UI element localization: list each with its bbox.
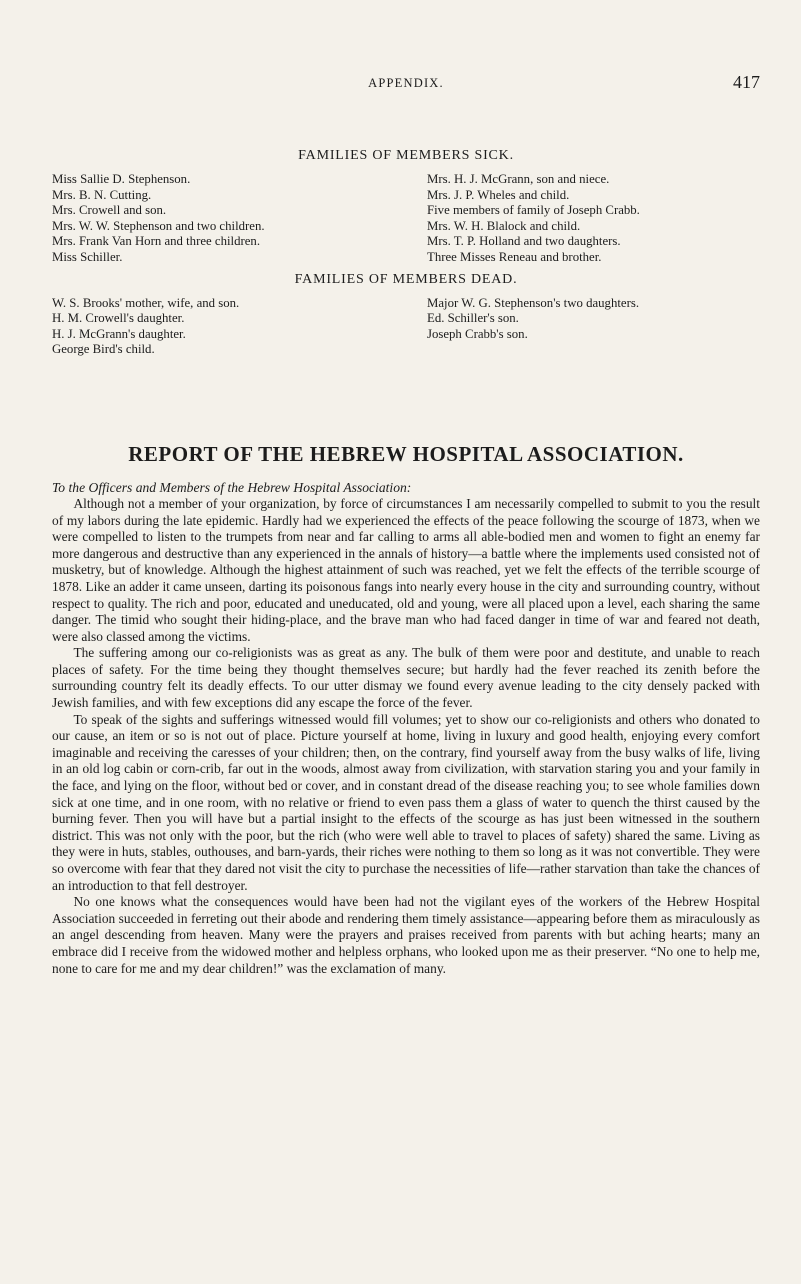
sick-list-right-column [415,172,760,266]
paragraph: The suffering among our co-religionists was as great as any. The bulk of them were poor and destitute, and unable to reach places of safety. For the time being they thought themselves secure; but hardly had the fever reached its zenith before the surrounding country felt its deadly effects. To our utter dismay we found every avenue leading to the city densely packed with Jewish families, and with few exceptions did any escape the force of the fever. [52,645,760,711]
list-item: H. J. McGrann's daughter. [52,326,186,341]
report-title: REPORT OF THE HEBREW HOSPITAL ASSOCIATION. [128,441,684,466]
dead-list-left-column [52,296,397,358]
list-item: H. M. Crowell's daughter. [52,311,185,326]
dead-list-right-column [415,296,760,358]
list-item: Three Misses Reneau and brother. [427,249,602,264]
list-item: Miss Sallie D. Stephenson. [52,172,191,186]
list-item: Joseph Crabb's son. [427,326,528,341]
report-body [52,496,760,977]
list-item: Mrs. H. J. McGrann, son and niece. [427,172,610,186]
dead-section-heading: FAMILIES OF MEMBERS DEAD. [294,271,518,287]
list-item: Mrs. J. P. Wheles and child. [427,187,570,202]
paragraph: No one knows what the consequences would have been had not the vigilant eyes of the workers of the Hebrew Hospital Association succeeded in ferreting out their abode and rendering them timely assistance—appearing before them as miraculously as an angel descending from heaven. Many were the prayers and praises received from parents with but aching hearts; many an embrace did I receive from the widowed mother and helpless orphans, who looked upon me as their preserver. “No one to help me, none to care for me and my dear children!” was the exclamation of many. [52,894,760,976]
sick-list-left-column [52,172,397,266]
list-item: George Bird's child. [52,342,155,357]
running-head-title: APPENDIX. [368,76,444,90]
list-item: Mrs. Crowell and son. [52,203,167,218]
paragraph: Although not a member of your organization, by force of circumstances I am necessarily compelled to submit to you the result of my labors during the late epidemic. Hardly had we experienced the effects of the peace following the scourge of 1873, when we were compelled to listen to the trumpets from near and far calling to arms all able-bodied men and women to fight an enemy far more dangerous and destructive than any experienced in the annals of history—a battle where the implements used consisted not of musketry, but of knowledge. Although the highest attainment of such was reached, yet we felt the effects of the terrible scourge of 1878. Like an adder it came unseen, darting its poisonous fangs into nearly every house in the city and surrounding country, without respect to quality. The rich and poor, educated and uneducated, old and young, were all placed upon a level, each sharing the same danger. The timid who sought their hiding-place, and the brave man who had faced danger in time of war and feared not death, were also classed among the victims. [52,495,760,644]
page-number: 417 [733,72,760,92]
list-item: Mrs. W. H. Blalock and child. [427,218,581,233]
sick-section-heading: FAMILIES OF MEMBERS SICK. [298,148,514,163]
sick-list [52,172,760,266]
list-item: Major W. G. Stephenson's two daughters. [427,295,640,310]
dead-list [52,296,760,358]
page [52,72,760,977]
salutation: To the Officers and Members of the Hebrew Hospital Association: [52,479,412,495]
list-item: Mrs. W. W. Stephenson and two children. [52,218,265,233]
list-item: Ed. Schiller's son. [427,311,519,326]
running-head [52,72,760,98]
list-item: Mrs. T. P. Holland and two daughters. [427,234,621,249]
list-item: Mrs. Frank Van Horn and three children. [52,234,261,249]
list-item: Mrs. B. N. Cutting. [52,187,152,202]
paragraph: To speak of the sights and sufferings witnessed would fill volumes; yet to show our co-religionists and others who donated to our cause, an item or so is not out of place. Picture yourself at home, living in luxury and good health, enjoying every comfort imaginable and receiving the caresses of your children; then, on the contrary, find yourself away from the busy walks of life, living in an old log cabin or corn-crib, far out in the woods, almost away from civilization, with starvation staring you and your family in the face, and lying on the floor, without bed or cover, and in constant dread of the disease reaching you; to see whole families down sick at one time, and in one room, with no relative or friend to even pass them a glass of water to quench the thirst caused by the burning fever. Then you will have but a partial insight to the effects of the scourge as has just been witnessed in the southern district. This was not only with the poor, but the rich (who were well able to travel to places of safety) shared the same. Living as they were in huts, stables, outhouses, and barn-yards, their riches were nothing to them so long as it was not convertible. They were so overcome with fear that they dared not visit the city to purchase the necessities of life—rather starvation than take the chances of an introduction to that fell destroyer. [52,711,760,893]
list-item: Five members of family of Joseph Crabb. [427,203,640,218]
list-item: Miss Schiller. [52,249,123,264]
list-item: W. S. Brooks' mother, wife, and son. [52,295,240,310]
